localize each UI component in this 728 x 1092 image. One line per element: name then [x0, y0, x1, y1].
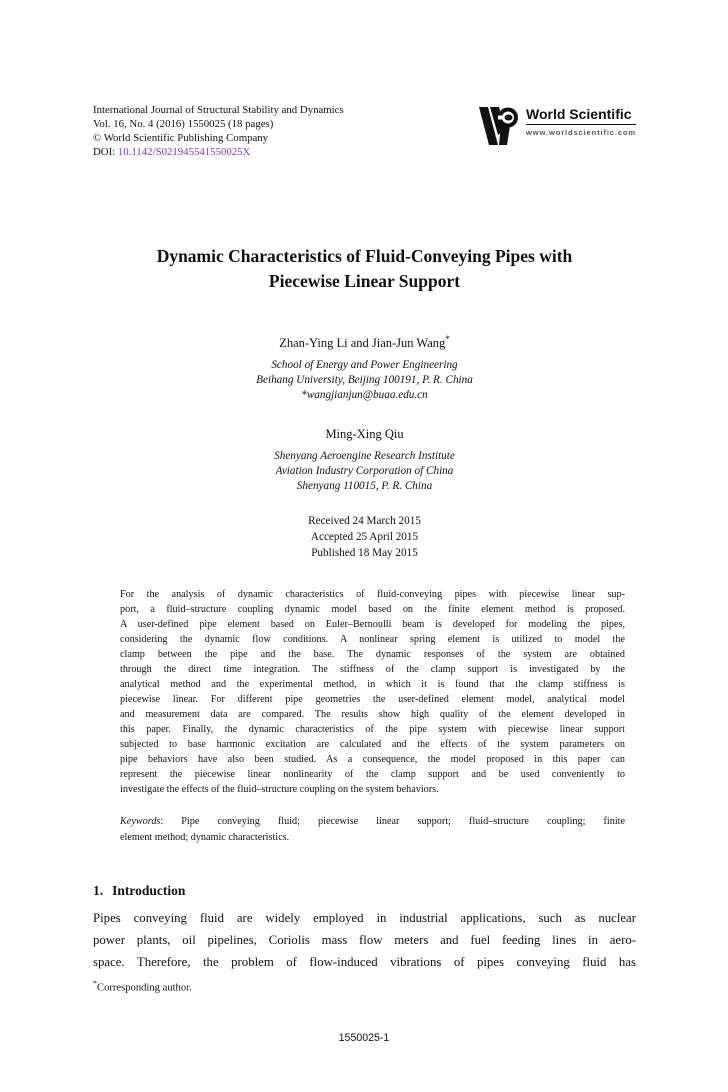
- paragraph-line: Pipes conveying fluid are widely employed in industrial applications, such as nuclear: [93, 911, 636, 926]
- keywords-label: Keywords: [120, 816, 161, 828]
- affiliation-2: [93, 449, 636, 494]
- history-line: Accepted 25 April 2015: [310, 530, 419, 543]
- author-names-2: Ming-Xing Qiu: [325, 426, 404, 441]
- logo-website: www.worldscientific.com: [526, 127, 636, 137]
- world-scientific-logo-icon: [477, 106, 521, 146]
- abstract-line: investigate the effects of the fluid–structure coupling on the system behaviors.: [120, 784, 439, 796]
- abstract-line: and measurement data are compared. The results show high quality of the element developed in: [120, 709, 625, 721]
- paper-title: [93, 244, 636, 294]
- keywords-text-1: : Pipe conveying fluid; piecewise linear support; fluid–structure coupling; finite: [160, 816, 625, 828]
- affiliation-line: Shenyang 110015, P. R. China: [296, 479, 433, 492]
- paragraph-line: power plants, oil pipelines, Coriolis mass flow meters and fuel feeding lines in aero-: [93, 932, 636, 947]
- page-number: 1550025-1: [338, 1032, 390, 1044]
- header: [93, 104, 636, 160]
- abstract-line: analytical method and the experimental method, in which it is found that the clamp stiffness is: [120, 679, 625, 691]
- affiliation-1: [93, 358, 636, 403]
- logo-text: [526, 106, 636, 137]
- abstract-line: represent the piecewise linear nonlinearity of the clamp support and be used conveniently to: [120, 769, 625, 781]
- affiliation-line: Beihang University, Beijing 100191, P. R. China: [256, 373, 473, 386]
- history-line: Received 24 March 2015: [308, 514, 421, 527]
- keywords-line-2: element method; dynamic characteristics.: [120, 831, 290, 843]
- author-names-1: [93, 334, 636, 351]
- corresponding-author-marker: *: [445, 333, 450, 344]
- paper-history: [93, 513, 636, 562]
- abstract-line: pipe behaviors have also been studied. As a consequence, the model proposed in this paper can: [120, 754, 625, 766]
- abstract-line: through the direct time integration. The stiffness of the clamp support is investigated by the: [120, 664, 625, 676]
- copyright-line: © World Scientific Publishing Company: [93, 131, 269, 144]
- affiliation-line: *wangjianjun@buaa.edu.cn: [301, 388, 428, 401]
- abstract-line: A user-defined pipe element based on Euler–Bernoulli beam is developed for modeling the pipes,: [120, 619, 625, 631]
- keywords: [120, 814, 625, 845]
- paragraph-line: space. Therefore, the problem of flow-induced vibrations of pipes conveying fluid has: [93, 954, 636, 969]
- section-number: 1.: [93, 883, 104, 899]
- abstract-line: this paper. Finally, the dynamic characteristics of the pipe system with piecewise linear support: [120, 724, 625, 736]
- section-title: Introduction: [112, 883, 186, 899]
- paper-title-line-2: Piecewise Linear Support: [268, 270, 461, 291]
- abstract-line: port, a fluid–structure coupling dynamic model based on the finite element method is proposed.: [120, 604, 625, 616]
- publication-info: [93, 104, 344, 160]
- abstract-line: clamp between the pipe and the base. The dynamic responses of the system are obtained: [120, 649, 625, 661]
- footnote-corresponding-author: [93, 979, 192, 994]
- introduction-paragraph: [93, 908, 636, 973]
- author-names-1-text: Zhan-Ying Li and Jian-Jun Wang: [279, 335, 446, 350]
- footnote-text: Corresponding author.: [97, 982, 192, 994]
- volume-issue: Vol. 16, No. 4 (2016) 1550025 (18 pages): [93, 117, 274, 130]
- section-heading-introduction: [93, 883, 636, 899]
- paper-title-line-1: Dynamic Characteristics of Fluid-Conveying Pipes with: [156, 245, 573, 266]
- logo-wordmark: World Scientific: [526, 106, 636, 125]
- doi-line: [93, 146, 344, 160]
- world-scientific-logo: [477, 106, 636, 146]
- abstract-line: subjected to base harmonic excitation are calculated and the effects of the system parameters on: [120, 739, 625, 751]
- abstract: [120, 587, 625, 797]
- abstract-line: piecewise linear. For different pipe geometries the user-defined element model, analytical model: [120, 694, 625, 706]
- abstract-line: For the analysis of dynamic characteristics of fluid-conveying pipes with piecewise linear sup-: [120, 589, 625, 601]
- affiliation-line: School of Energy and Power Engineering: [271, 358, 458, 371]
- history-line: Published 18 May 2015: [311, 547, 418, 560]
- affiliation-line: Aviation Industry Corporation of China: [275, 464, 454, 477]
- affiliation-line: Shenyang Aeroengine Research Institute: [274, 449, 455, 462]
- journal-name: International Journal of Structural Stability and Dynamics: [93, 104, 344, 116]
- footnote-marker: *: [93, 979, 97, 988]
- doi-label: DOI:: [93, 145, 118, 158]
- abstract-line: considering the dynamic flow conditions. A nonlinear spring element is utilized to model the: [120, 634, 625, 646]
- doi-link[interactable]: 10.1142/S021945541550025X: [117, 145, 251, 158]
- keywords-line-1: [120, 814, 625, 830]
